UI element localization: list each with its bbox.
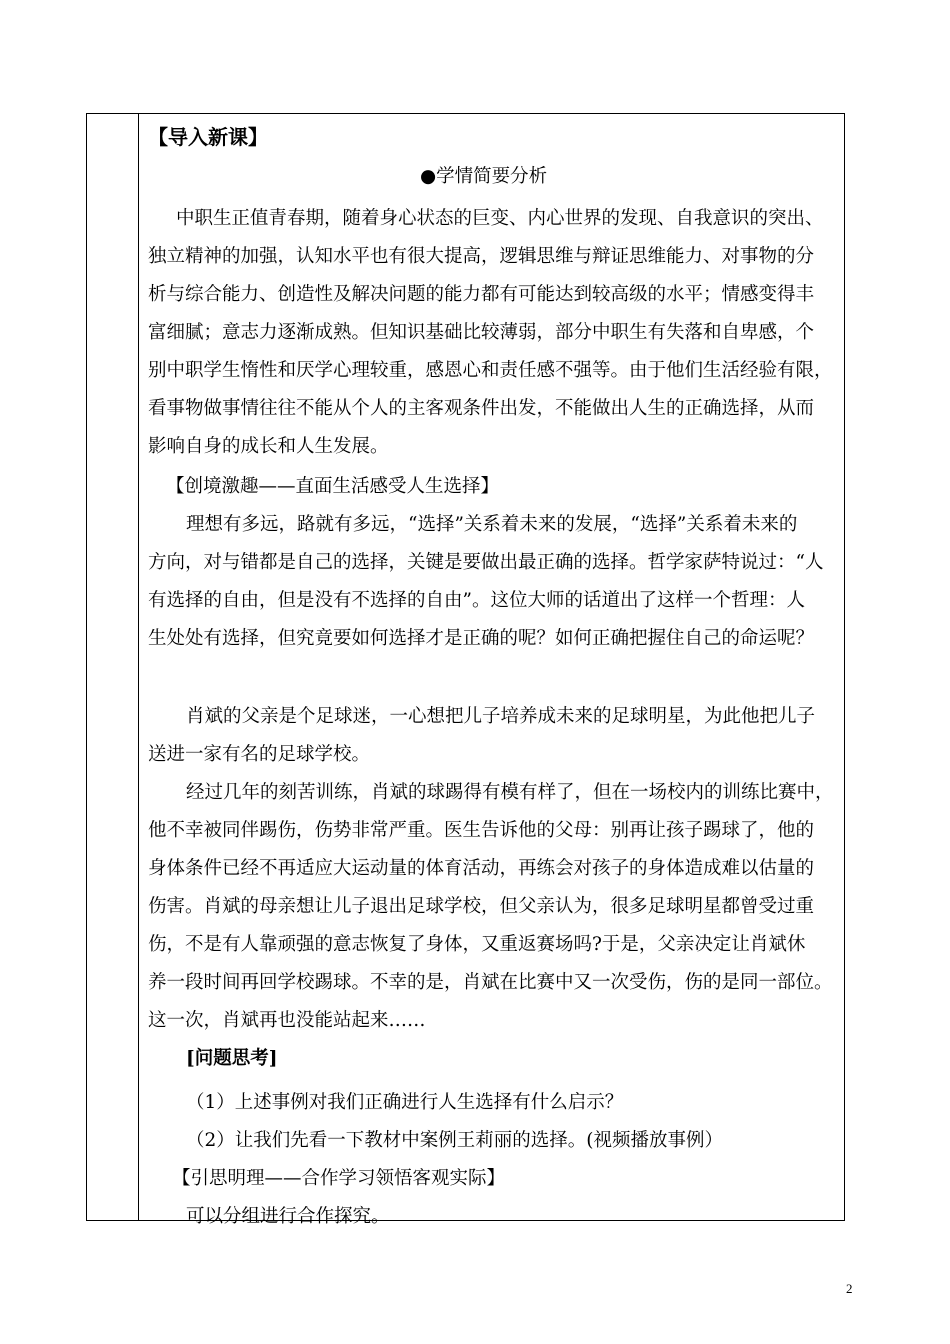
- reasoning-title: 【引思明理——合作学习领悟客观实际】: [172, 1168, 506, 1189]
- analysis-line: 中职生正值青春期，随着身心状态的巨变、内心世界的发现、自我意识的突出、: [176, 208, 824, 229]
- story-line: 伤，不是有人靠顽强的意志恢复了身体，又重返赛场吗?于是，父亲决定让肖斌休: [148, 934, 806, 955]
- reasoning-text: 可以分组进行合作探究。: [186, 1206, 390, 1227]
- question-1: （1）上述事例对我们正确进行人生选择有什么启示？: [186, 1092, 624, 1113]
- story-line: 肖斌的父亲是个足球迷，一心想把儿子培养成未来的足球明星，为此他把儿子: [186, 706, 816, 727]
- page-number: 2: [846, 1281, 853, 1296]
- analysis-line: 影响自身的成长和人生发展。: [148, 436, 389, 457]
- analysis-line: 别中职学生惰性和厌学心理较重，感恩心和责任感不强等。由于他们生活经验有限，: [148, 360, 833, 381]
- section-subtitle: ●学情简要分析: [420, 166, 548, 187]
- situation-line: 理想有多远，路就有多远，“选择”关系着未来的发展，“选择”关系着未来的: [186, 514, 798, 535]
- story-line: 送进一家有名的足球学校。: [148, 744, 371, 765]
- table-left-border: [86, 113, 87, 1221]
- question-2: （2）让我们先看一下教材中案例王莉丽的选择。(视频播放事例）: [186, 1130, 723, 1151]
- questions-title: [问题思考]: [186, 1048, 278, 1069]
- story-line: 伤害。肖斌的母亲想让儿子退出足球学校，但父亲认为，很多足球明星都曾受过重: [148, 896, 815, 917]
- situation-line: 生处处有选择，但究竟要如何选择才是正确的呢？如何正确把握住自己的命运呢？: [148, 628, 815, 649]
- table-divider: [138, 113, 139, 1221]
- story-line: 养一段时间再回学校踢球。不幸的是，肖斌在比赛中又一次受伤，伤的是同一部位。: [148, 972, 833, 993]
- analysis-line: 富细腻；意志力逐渐成熟。但知识基础比较薄弱，部分中职生有失落和自卑感，个: [148, 322, 815, 343]
- analysis-line: 独立精神的加强，认知水平也有很大提高，逻辑思维与辩证思维能力、对事物的分: [148, 246, 815, 267]
- table-right-border: [844, 113, 845, 1221]
- story-line: 他不幸被同伴踢伤，伤势非常严重。医生告诉他的父母：别再让孩子踢球了，他的: [148, 820, 815, 841]
- situation-title: 【创境激趣——直面生活感受人生选择】: [166, 476, 500, 497]
- analysis-line: 析与综合能力、创造性及解决问题的能力都有可能达到较高级的水平；情感变得丰: [148, 284, 815, 305]
- situation-line: 有选择的自由，但是没有不选择的自由”。这位大师的话道出了这样一个哲理：人: [148, 590, 805, 611]
- table-top-border: [86, 113, 845, 114]
- situation-line: 方向，对与错都是自己的选择，关键是要做出最正确的选择。哲学家萨特说过：“人: [148, 552, 824, 573]
- story-line: 这一次，肖斌再也没能站起来……: [148, 1010, 426, 1031]
- analysis-line: 看事物做事情往往不能从个人的主客观条件出发，不能做出人生的正确选择，从而: [148, 398, 815, 419]
- section-title: 【导入新课】: [148, 125, 268, 149]
- story-line: 经过几年的刻苦训练，肖斌的球踢得有模有样了，但在一场校内的训练比赛中，: [186, 782, 834, 803]
- story-line: 身体条件已经不再适应大运动量的体育活动，再练会对孩子的身体造成难以估量的: [148, 858, 815, 879]
